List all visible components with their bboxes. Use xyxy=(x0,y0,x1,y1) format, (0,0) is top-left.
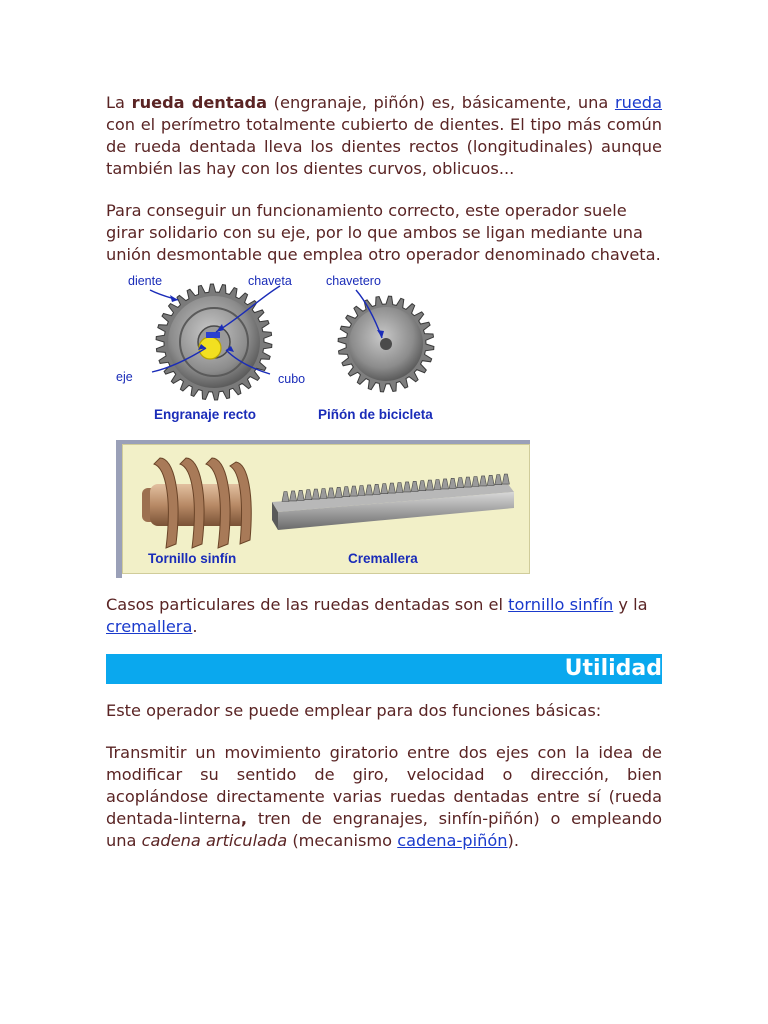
section-heading-utilidad: Utilidad xyxy=(106,654,662,684)
rack-icon xyxy=(272,474,514,530)
intro-paren: (engranaje, piñón) es, básicamente, una xyxy=(273,93,609,112)
label-chaveta: chaveta xyxy=(248,274,292,288)
figure-gears xyxy=(110,268,450,428)
article xyxy=(106,92,662,852)
transmit-text-2: tren de engranajes, sinfín-piñón) o empleando una xyxy=(106,809,662,850)
label-cubo: cubo xyxy=(278,372,306,386)
paragraph-special-cases xyxy=(106,594,662,638)
link-cadena-pinon[interactable]: cadena-piñón xyxy=(397,831,508,850)
caption-engranaje-recto: Engranaje recto xyxy=(154,407,257,422)
worm-screw-icon xyxy=(142,458,251,548)
caption-tornillo-sinfin: Tornillo sinfín xyxy=(148,551,237,566)
transmit-bold-comma: , xyxy=(240,809,248,828)
label-eje: eje xyxy=(116,370,133,384)
bicycle-pinion-icon xyxy=(338,296,434,392)
transmit-text-1: Transmitir un movimiento giratorio entre dos ejes con la idea de modificar su sentido de giro, velocidad o dirección, bien acoplándose directamente varias ruedas dentadas entre sí (rueda dentada-linterna xyxy=(106,743,662,828)
link-tornillo-sinfin[interactable]: tornillo sinfín xyxy=(508,595,614,614)
paragraph-intro xyxy=(106,92,662,180)
paragraph-chaveta: Para conseguir un funcionamiento correcto, este operador suele girar solidario con su eje, por lo que ambos se ligan mediante una unión desmontable que emplea otro operador denominado chaveta. xyxy=(106,201,661,264)
transmit-end: ). xyxy=(507,831,519,850)
intro-lead: La xyxy=(106,93,125,112)
paragraph-functions: Este operador se puede emplear para dos funciones básicas: xyxy=(106,701,602,720)
paragraph-transmit xyxy=(106,742,662,852)
link-cremallera[interactable]: cremallera xyxy=(106,617,193,636)
label-chavetero: chavetero xyxy=(326,274,381,288)
link-rueda[interactable]: rueda xyxy=(614,93,663,112)
transmit-text-3: (mecanismo xyxy=(292,831,393,850)
special-cases-connector: y la xyxy=(618,595,648,614)
term-cadena-articulada: cadena articulada xyxy=(141,831,288,850)
special-cases-end: . xyxy=(192,617,198,636)
caption-cremallera: Cremallera xyxy=(348,551,418,566)
label-diente: diente xyxy=(128,274,163,288)
term-rueda-dentada: rueda dentada xyxy=(131,93,268,112)
special-cases-text: Casos particulares de las ruedas dentadas son el xyxy=(106,595,504,614)
intro-rest: con el perímetro totalmente cubierto de dientes. El tipo más común de rueda dentada lleva los dientes rectos (longitudinales) aunque también las hay con los dientes curvos, oblicuos... xyxy=(106,115,662,178)
caption-pinon-bicicleta: Piñón de bicicleta xyxy=(318,407,433,422)
figure-worm-rack xyxy=(122,444,530,574)
